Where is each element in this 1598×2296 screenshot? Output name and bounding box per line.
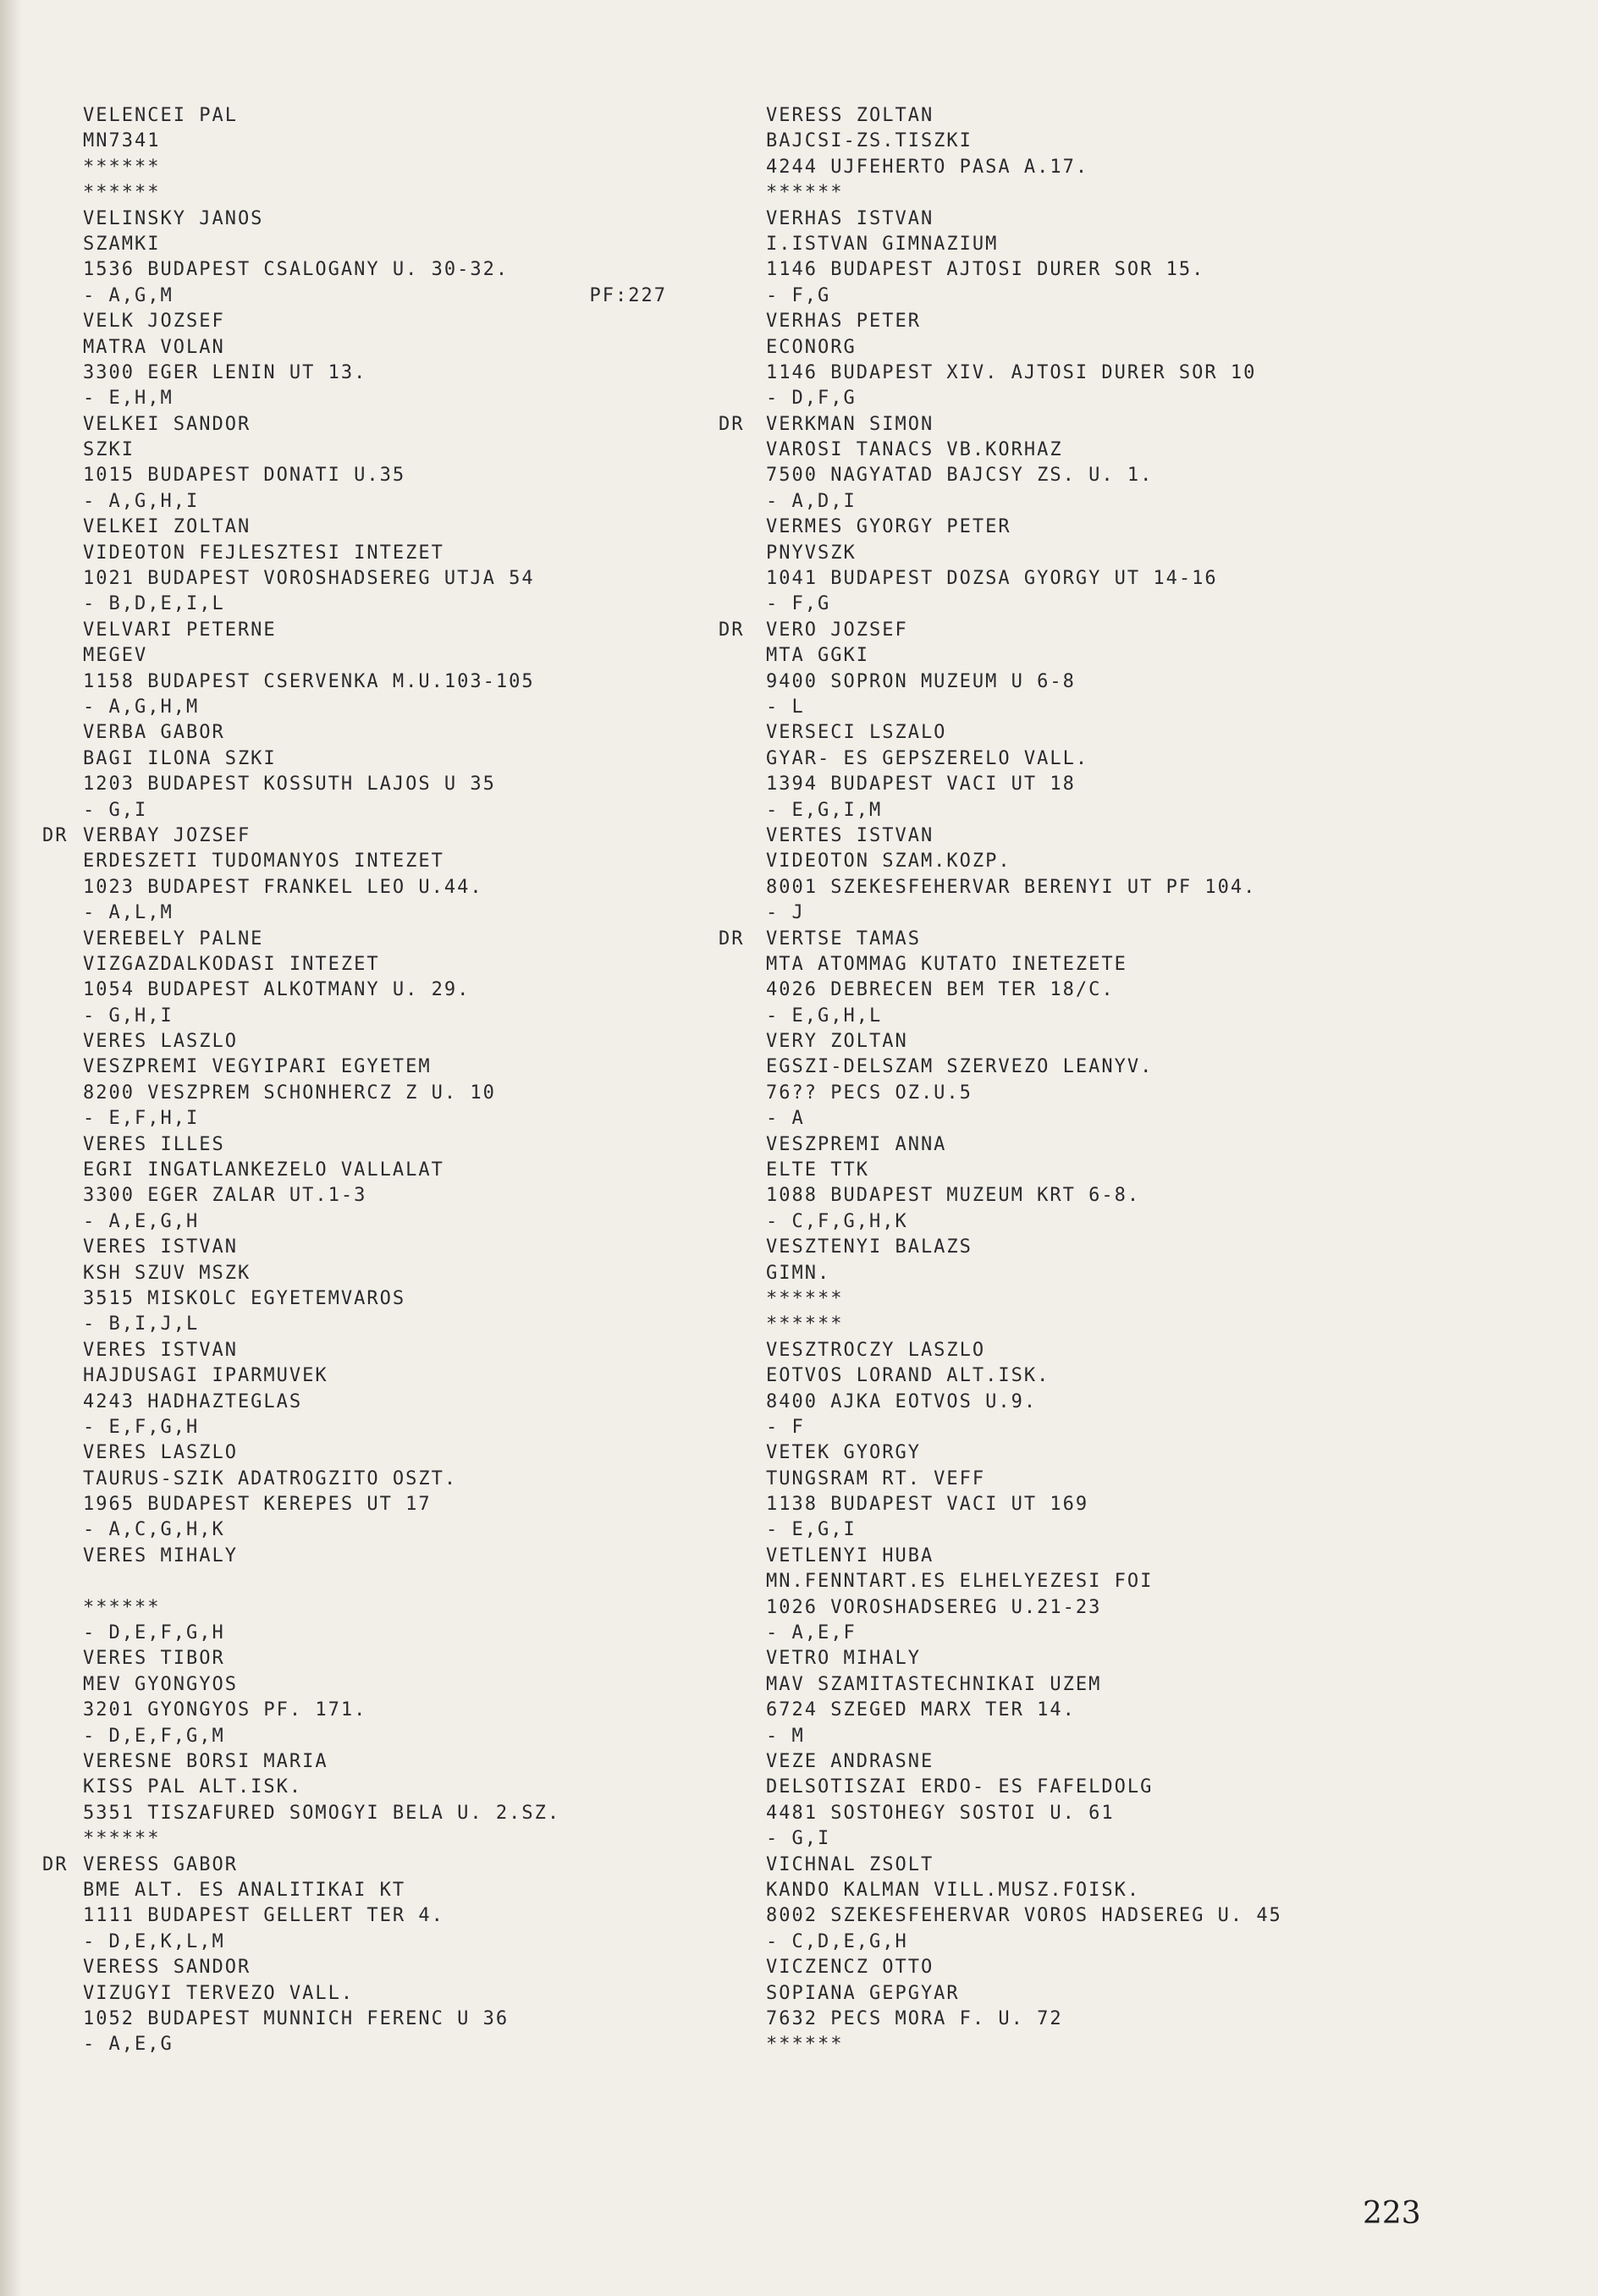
codes: ****** — [766, 182, 844, 204]
codes: - M — [766, 1725, 805, 1747]
address: 1146 BUDAPEST XIV. AJTOSI DURER SOR 10 — [766, 361, 1257, 383]
person-name: VERES LASZLO — [83, 1031, 238, 1053]
organization: EOTVOS LORAND ALT.ISK. — [766, 1365, 1050, 1387]
address: 76?? PECS OZ.U.5 — [766, 1082, 973, 1104]
address: 1146 BUDAPEST AJTOSI DURER SOR 15. — [766, 259, 1205, 281]
address: 1394 BUDAPEST VACI UT 18 — [766, 774, 1076, 796]
organization: KSH SZUV MSZK — [83, 1262, 251, 1284]
address: ****** — [83, 1596, 161, 1618]
organization: SZKI — [83, 439, 135, 461]
organization: MEGEV — [83, 645, 148, 667]
person-name: VERMES GYORGY PETER — [766, 516, 1011, 538]
address: 1088 BUDAPEST MUZEUM KRT 6-8. — [766, 1185, 1141, 1207]
person-name: VERES ILLES — [83, 1133, 225, 1155]
person-name: VELKEI SANDOR — [83, 413, 251, 435]
title-prefix: DR — [719, 619, 745, 641]
person-name: VERHAS PETER — [766, 311, 921, 333]
organization: PNYVSZK — [766, 542, 857, 564]
codes: ****** — [83, 182, 161, 204]
codes: - A,E,F — [766, 1622, 857, 1644]
organization: MATRA VOLAN — [83, 336, 225, 358]
directory-entry — [83, 618, 692, 721]
directory-entry — [42, 823, 692, 927]
directory-entry — [83, 1029, 692, 1132]
address: 5351 TISZAFURED SOMOGYI BELA U. 2.SZ. — [83, 1802, 561, 1824]
organization: SZAMKI — [83, 233, 161, 255]
person-name: VERY ZOLTAN — [766, 1031, 908, 1053]
codes: - A,C,G,H,K — [83, 1519, 225, 1541]
directory-entry — [83, 515, 692, 618]
person-name: VEREBELY PALNE — [83, 928, 264, 950]
directory-entry — [83, 1955, 692, 2058]
codes: - A,G,H,I — [83, 490, 200, 512]
directory-entry — [766, 1029, 1511, 1132]
codes: - E,F,G,H — [83, 1416, 200, 1438]
directory-entry — [83, 1338, 692, 1441]
organization: GYAR- ES GEPSZERELO VALL. — [766, 747, 1089, 769]
address: 8200 VESZPREM SCHONHERCZ Z U. 10 — [83, 1082, 496, 1104]
organization: SOPIANA GEPGYAR — [766, 1982, 960, 2004]
person-name: VELVARI PETERNE — [83, 619, 277, 641]
codes: - A,E,G — [83, 2034, 174, 2056]
organization: MN7341 — [83, 130, 161, 152]
organization: KISS PAL ALT.ISK. — [83, 1776, 303, 1798]
person-name: VETEK GYORGY — [766, 1442, 921, 1464]
codes: - E,G,I,M — [766, 799, 883, 821]
directory-entry — [83, 1749, 692, 1853]
person-name: VICHNAL ZSOLT — [766, 1853, 934, 1875]
directory-entry — [83, 1132, 692, 1236]
directory-entry — [766, 1235, 1511, 1338]
organization: BAJCSI-ZS.TISZKI — [766, 130, 973, 152]
address: 4026 DEBRECEN BEM TER 18/C. — [766, 979, 1115, 1001]
codes: - D,F,G — [766, 388, 857, 410]
organization: EGSZI-DELSZAM SZERVEZO LEANYV. — [766, 1056, 1154, 1078]
person-name: VETRO MIHALY — [766, 1648, 921, 1670]
person-name: VELKEI ZOLTAN — [83, 516, 251, 538]
address: 6724 SZEGED MARX TER 14. — [766, 1699, 1076, 1721]
directory-entry — [83, 412, 692, 515]
organization: ELTE TTK — [766, 1159, 869, 1181]
person-name: VESZPREMI ANNA — [766, 1133, 947, 1155]
organization: HAJDUSAGI IPARMUVEK — [83, 1365, 328, 1387]
directory-entry — [83, 1235, 692, 1338]
codes: - A,G,M — [83, 284, 174, 306]
directory-entry — [766, 1440, 1511, 1544]
person-name: VERESNE BORSI MARIA — [83, 1751, 328, 1772]
codes: - A,E,G,H — [83, 1210, 200, 1232]
organization: TUNGSRAM RT. VEFF — [766, 1467, 986, 1489]
organization: EGRI INGATLANKEZELO VALLALAT — [83, 1159, 444, 1181]
person-name: VERES ISTVAN — [83, 1236, 238, 1258]
person-name: VERESS GABOR — [83, 1853, 238, 1875]
codes: ****** — [766, 2034, 844, 2056]
codes: - E,G,I — [766, 1519, 857, 1541]
person-name: VESZTROCZY LASZLO — [766, 1339, 986, 1361]
organization: VIZGAZDALKODASI INTEZET — [83, 953, 380, 975]
address: 1026 VOROSHADSEREG U.21-23 — [766, 1596, 1102, 1618]
person-name: VERES ISTVAN — [83, 1339, 238, 1361]
person-name: VERBA GABOR — [83, 722, 225, 744]
address: ****** — [766, 1287, 844, 1309]
address: 1041 BUDAPEST DOZSA GYORGY UT 14-16 — [766, 568, 1218, 590]
title-prefix: DR — [719, 928, 745, 950]
address: 9400 SOPRON MUZEUM U 6-8 — [766, 670, 1076, 692]
organization: I.ISTVAN GIMNAZIUM — [766, 233, 999, 255]
address: 4481 SOSTOHEGY SOSTOI U. 61 — [766, 1802, 1115, 1824]
codes: - C,D,E,G,H — [766, 1930, 908, 1952]
person-name: VERESS ZOLTAN — [766, 105, 934, 126]
codes: - L — [766, 696, 805, 718]
address: 3300 EGER ZALAR UT.1-3 — [83, 1185, 367, 1207]
person-name: VERTSE TAMAS — [766, 928, 921, 950]
codes: - F,G — [766, 593, 831, 615]
organization: ECONORG — [766, 336, 857, 358]
directory-entry — [766, 206, 1511, 310]
directory-entry — [766, 1853, 1511, 1956]
codes: ****** — [766, 1313, 844, 1335]
directory-entry — [83, 720, 692, 823]
address: 1111 BUDAPEST GELLERT TER 4. — [83, 1905, 444, 1927]
codes: - D,E,K,L,M — [83, 1930, 225, 1952]
codes: - B,D,E,I,L — [83, 593, 225, 615]
codes: - F — [766, 1416, 805, 1438]
directory-column-left — [42, 103, 692, 2058]
codes: - C,F,G,H,K — [766, 1210, 908, 1232]
codes: - F,G — [766, 284, 831, 306]
address: 3515 MISKOLC EGYETEMVAROS — [83, 1287, 406, 1309]
directory-entry — [766, 1132, 1511, 1236]
person-name: VERES LASZLO — [83, 1442, 238, 1464]
person-name: VEZE ANDRASNE — [766, 1751, 934, 1772]
title-prefix: DR — [42, 824, 69, 846]
codes: ****** — [83, 1828, 161, 1850]
codes: - E,G,H,L — [766, 1005, 883, 1027]
address: 1023 BUDAPEST FRANKEL LEO U.44. — [83, 876, 483, 898]
organization: KANDO KALMAN VILL.MUSZ.FOISK. — [766, 1879, 1141, 1901]
person-name: VELENCEI PAL — [83, 105, 238, 126]
organization: VESZPREMI VEGYIPARI EGYETEM — [83, 1056, 432, 1078]
person-name: VICZENCZ OTTO — [766, 1957, 934, 1979]
directory-entry — [719, 412, 1511, 515]
codes: - G,I — [83, 799, 148, 821]
codes: - E,F,H,I — [83, 1108, 200, 1130]
directory-entry — [766, 823, 1511, 927]
address: 1965 BUDAPEST KEREPES UT 17 — [83, 1494, 432, 1516]
organization: TAURUS-SZIK ADATROGZITO OSZT. — [83, 1467, 458, 1489]
organization: VIZUGYI TERVEZO VALL. — [83, 1982, 355, 2004]
person-name: VERESS SANDOR — [83, 1957, 251, 1979]
organization: GIMN. — [766, 1262, 831, 1284]
address: 4244 UJFEHERTO PASA A.17. — [766, 156, 1089, 178]
directory-entry — [766, 1338, 1511, 1441]
directory-entry — [766, 1955, 1511, 2058]
address: ****** — [83, 156, 161, 178]
directory-entry — [83, 1646, 692, 1749]
person-name: VERSECI LSZALO — [766, 722, 947, 744]
directory-entry — [766, 720, 1511, 823]
directory-entry — [719, 618, 1511, 721]
codes: - D,E,F,G,M — [83, 1725, 225, 1747]
address: 1138 BUDAPEST VACI UT 169 — [766, 1494, 1089, 1516]
organization: MAV SZAMITASTECHNIKAI UZEM — [766, 1673, 1102, 1695]
address: 7632 PECS MORA F. U. 72 — [766, 2007, 1063, 2029]
person-name: VERKMAN SIMON — [766, 413, 934, 435]
organization: MN.FENNTART.ES ELHELYEZESI FOI — [766, 1571, 1154, 1593]
title-prefix: DR — [719, 413, 745, 435]
person-name: VERTES ISTVAN — [766, 824, 934, 846]
organization: VIDEOTON SZAM.KOZP. — [766, 851, 1011, 873]
address: 8002 SZEKESFEHERVAR VOROS HADSEREG U. 45 — [766, 1905, 1282, 1927]
address: 3201 GYONGYOS PF. 171. — [83, 1699, 367, 1721]
codes: - A — [766, 1108, 805, 1130]
directory-entry — [83, 1440, 692, 1544]
person-name: VELK JOZSEF — [83, 311, 225, 333]
address: 1536 BUDAPEST CSALOGANY U. 30-32. — [83, 259, 510, 281]
organization: VAROSI TANACS VB.KORHAZ — [766, 439, 1063, 461]
directory-entry — [42, 1853, 692, 1956]
person-name: VERHAS ISTVAN — [766, 207, 934, 229]
address: 4243 HADHAZTEGLAS — [83, 1390, 303, 1412]
address: 8001 SZEKESFEHERVAR BERENYI UT PF 104. — [766, 876, 1257, 898]
codes: - A,L,M — [83, 902, 174, 924]
directory-entry — [719, 927, 1511, 1030]
person-name: VERO JOZSEF — [766, 619, 908, 641]
person-name: VERBAY JOZSEF — [83, 824, 251, 846]
address: 8400 AJKA EOTVOS U.9. — [766, 1390, 1038, 1412]
page-edge-shadow — [0, 0, 22, 2296]
directory-column-right — [719, 103, 1511, 2058]
directory-entry — [83, 206, 692, 310]
organization: MEV GYONGYOS — [83, 1673, 238, 1695]
organization: MTA ATOMMAG KUTATO INETEZETE — [766, 953, 1127, 975]
organization: ERDESZETI TUDOMANYOS INTEZET — [83, 851, 444, 873]
person-name: VERES MIHALY — [83, 1544, 238, 1566]
address: 1015 BUDAPEST DONATI U.35 — [83, 465, 406, 487]
person-name: VELINSKY JANOS — [83, 207, 264, 229]
address: 1021 BUDAPEST VOROSHADSEREG UTJA 54 — [83, 568, 535, 590]
organization: BAGI ILONA SZKI — [83, 747, 277, 769]
address: 1054 BUDAPEST ALKOTMANY U. 29. — [83, 979, 471, 1001]
codes: - G,I — [766, 1828, 831, 1850]
directory-entry — [83, 1544, 692, 1647]
codes: - D,E,F,G,H — [83, 1622, 225, 1644]
codes: - B,I,J,L — [83, 1313, 200, 1335]
organization: MTA GGKI — [766, 645, 869, 667]
page-number: 223 — [1363, 2196, 1421, 2231]
person-name: VERES TIBOR — [83, 1648, 225, 1670]
address: 1158 BUDAPEST CSERVENKA M.U.103-105 — [83, 670, 535, 692]
address: 3300 EGER LENIN UT 13. — [83, 361, 367, 383]
directory-entry — [83, 927, 692, 1030]
address: 1052 BUDAPEST MUNNICH FERENC U 36 — [83, 2007, 510, 2029]
person-name: VESZTENYI BALAZS — [766, 1236, 973, 1258]
organization: DELSOTISZAI ERDO- ES FAFELDOLG — [766, 1776, 1154, 1798]
directory-entry — [83, 309, 692, 412]
person-name: VETLENYI HUBA — [766, 1544, 934, 1566]
directory-entry — [766, 1544, 1511, 1647]
address: 1203 BUDAPEST KOSSUTH LAJOS U 35 — [83, 774, 496, 796]
codes: - G,H,I — [83, 1005, 174, 1027]
address: 7500 NAGYATAD BAJCSY ZS. U. 1. — [766, 465, 1154, 487]
codes: - J — [766, 902, 805, 924]
title-prefix: DR — [42, 1853, 69, 1875]
organization — [83, 1569, 692, 1594]
codes: - A,D,I — [766, 490, 857, 512]
codes: - A,G,H,M — [83, 696, 200, 718]
codes: - E,H,M — [83, 388, 174, 410]
directory-entry — [766, 1646, 1511, 1749]
postal-box: PF:227 — [589, 284, 667, 306]
directory-entry — [766, 309, 1511, 412]
directory-entry — [766, 515, 1511, 618]
directory-entry — [83, 103, 692, 206]
directory-entry — [766, 103, 1511, 206]
directory-entry — [766, 1749, 1511, 1853]
organization: VIDEOTON FEJLESZTESI INTEZET — [83, 542, 444, 564]
organization: BME ALT. ES ANALITIKAI KT — [83, 1879, 406, 1901]
